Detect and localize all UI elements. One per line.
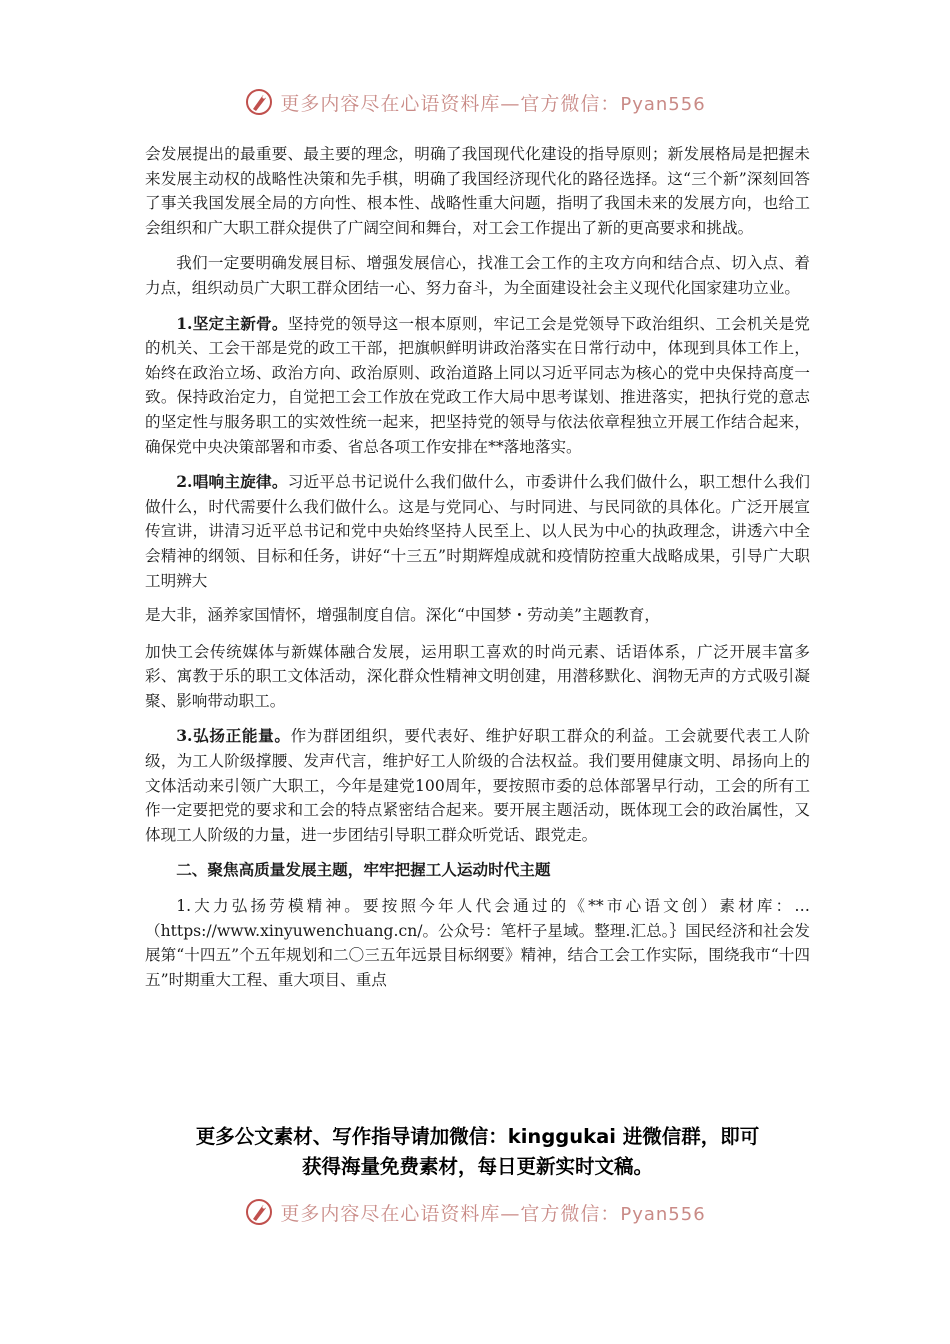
paragraph-3 (145, 312, 810, 460)
promo-notice (145, 1122, 810, 1182)
paragraph-5-title: 3.弘扬正能量。 (176, 726, 291, 746)
paragraph-2: 我们一定要明确发展目标、增强发展信心，找准工会工作的主攻方向和结合点、切入点、着力点，组织动员广大职工群众团结一心、努力奋斗，为全面建设社会主义现代化国家建功立业。 (145, 254, 810, 297)
paragraph-4 (145, 470, 810, 593)
footer-banner-text: 更多内容尽在心语资料库—官方微信：Pyan556 (280, 1202, 706, 1225)
paragraph-6: 1.大力弘扬劳模精神。要按照今年人代会通过的《**市心语文创）素材库：…（https://www.xinyuwenchuang.cn/。公众号：笔杆子星域。整理.汇总。｝国民经济和社会发展第“十四五”个五年规划和二〇三五年远景目标纲要》精神，结合工会工作实际，围绕我市“十四五”时期重大工程、重大项目、重点 (145, 897, 810, 989)
pen-nib-logo-icon (244, 1197, 274, 1227)
footer-wechat-id: Pyan556 (620, 1203, 706, 1225)
section-heading-2: 二、聚焦高质量发展主题，牢牢把握工人运动时代主题 (176, 860, 551, 880)
paragraph-4-title: 2.唱响主旋律。 (176, 472, 288, 492)
paragraph-4-continued-2: 加快工会传统媒体与新媒体融合发展，运用职工喜欢的时尚元素、话语体系，广泛开展丰富多彩、寓教于乐的职工文体活动，深化群众性精神文明创建，用潜移默化、润物无声的方式吸引凝聚、影响带动职工。 (145, 642, 810, 710)
paragraph-3-body: 坚持党的领导这一根本原则，牢记工会是党领导下政治组织、工会机关是党的机关、工会干部是党的政工干部，把旗帜鲜明讲政治落实在日常行动中，体现到具体工作上，始终在政治立场、政治方向、政治原则、政治道路上同以习近平同志为核心的党中央保持高度一致。保持政治定力，自觉把工会工作放在党政工作大局中思考谋划、推进落实，把执行党的意志的坚定性与服务职工的实效性统一起来，把坚持党的领导与依法依章程独立开展工作结合起来，确保党中央决策部署和市委、省总各项工作安排在**落地落实。 (145, 314, 810, 456)
header-banner[interactable] (0, 82, 950, 122)
paragraph-5 (145, 724, 810, 847)
paragraph-3-title: 1.坚定主新骨。 (176, 313, 288, 333)
article-body (145, 142, 810, 1003)
paragraph-5-body: 作为群团组织，要代表好、维护好职工群众的利益。工会就要代表工人阶级，为工人阶级撑腰、发声代言，维护好工人阶级的合法权益。我们要用健康文明、昂扬向上的文体活动来引领广大职工，今年是建党100周年，要按照市委的总体部署早行动，工会的所有工作一定要把党的要求和工会的特点紧密结合起来。要开展主题活动，既体现工会的政治属性，又体现工人阶级的力量，进一步团结引导职工群众听党话、跟党走。 (145, 727, 810, 844)
header-banner-text: 更多内容尽在心语资料库—官方微信：Pyan556 (280, 92, 706, 115)
promo-notice-line-1: 更多公文素材、写作指导请加微信：kinggukai 进微信群，即可 (195, 1125, 760, 1148)
pen-nib-logo-icon (244, 87, 274, 117)
paragraph-1: 会发展提出的最重要、最主要的理念，明确了我国现代化建设的指导原则；新发展格局是把握未来发展主动权的战略性决策和先手棋，明确了我国经济现代化的路径选择。这“三个新”深刻回答了事关我国发展全局的方向性、根本性、战略性重大问题，指明了我国未来的发展方向，也给工会组织和广大职工群众提供了广阔空间和舞台，对工会工作提出了新的更高要求和挑战。 (145, 145, 810, 237)
promo-notice-line-2: 获得海量免费素材，每日更新实时文稿。 (301, 1155, 653, 1178)
footer-banner[interactable] (0, 1192, 950, 1232)
paragraph-4-continued-1: 是大非，涵养家国情怀，增强制度自信。深化“中国梦・劳动美”主题教育， (145, 606, 660, 625)
header-wechat-id: Pyan556 (620, 93, 706, 115)
paragraph-4-body: 习近平总书记说什么我们做什么，市委讲什么我们做什么，职工想什么我们做什么，时代需要什么我们做什么。这是与党同心、与时同进、与民同欲的具体化。广泛开展宣传宣讲，讲清习近平总书记和党中央始终坚持人民至上、以人民为中心的执政理念，讲透六中全会精神的纲领、目标和任务，讲好“十三五”时期辉煌成就和疫情防控重大战略成果，引导广大职工明辨大 (145, 473, 810, 590)
